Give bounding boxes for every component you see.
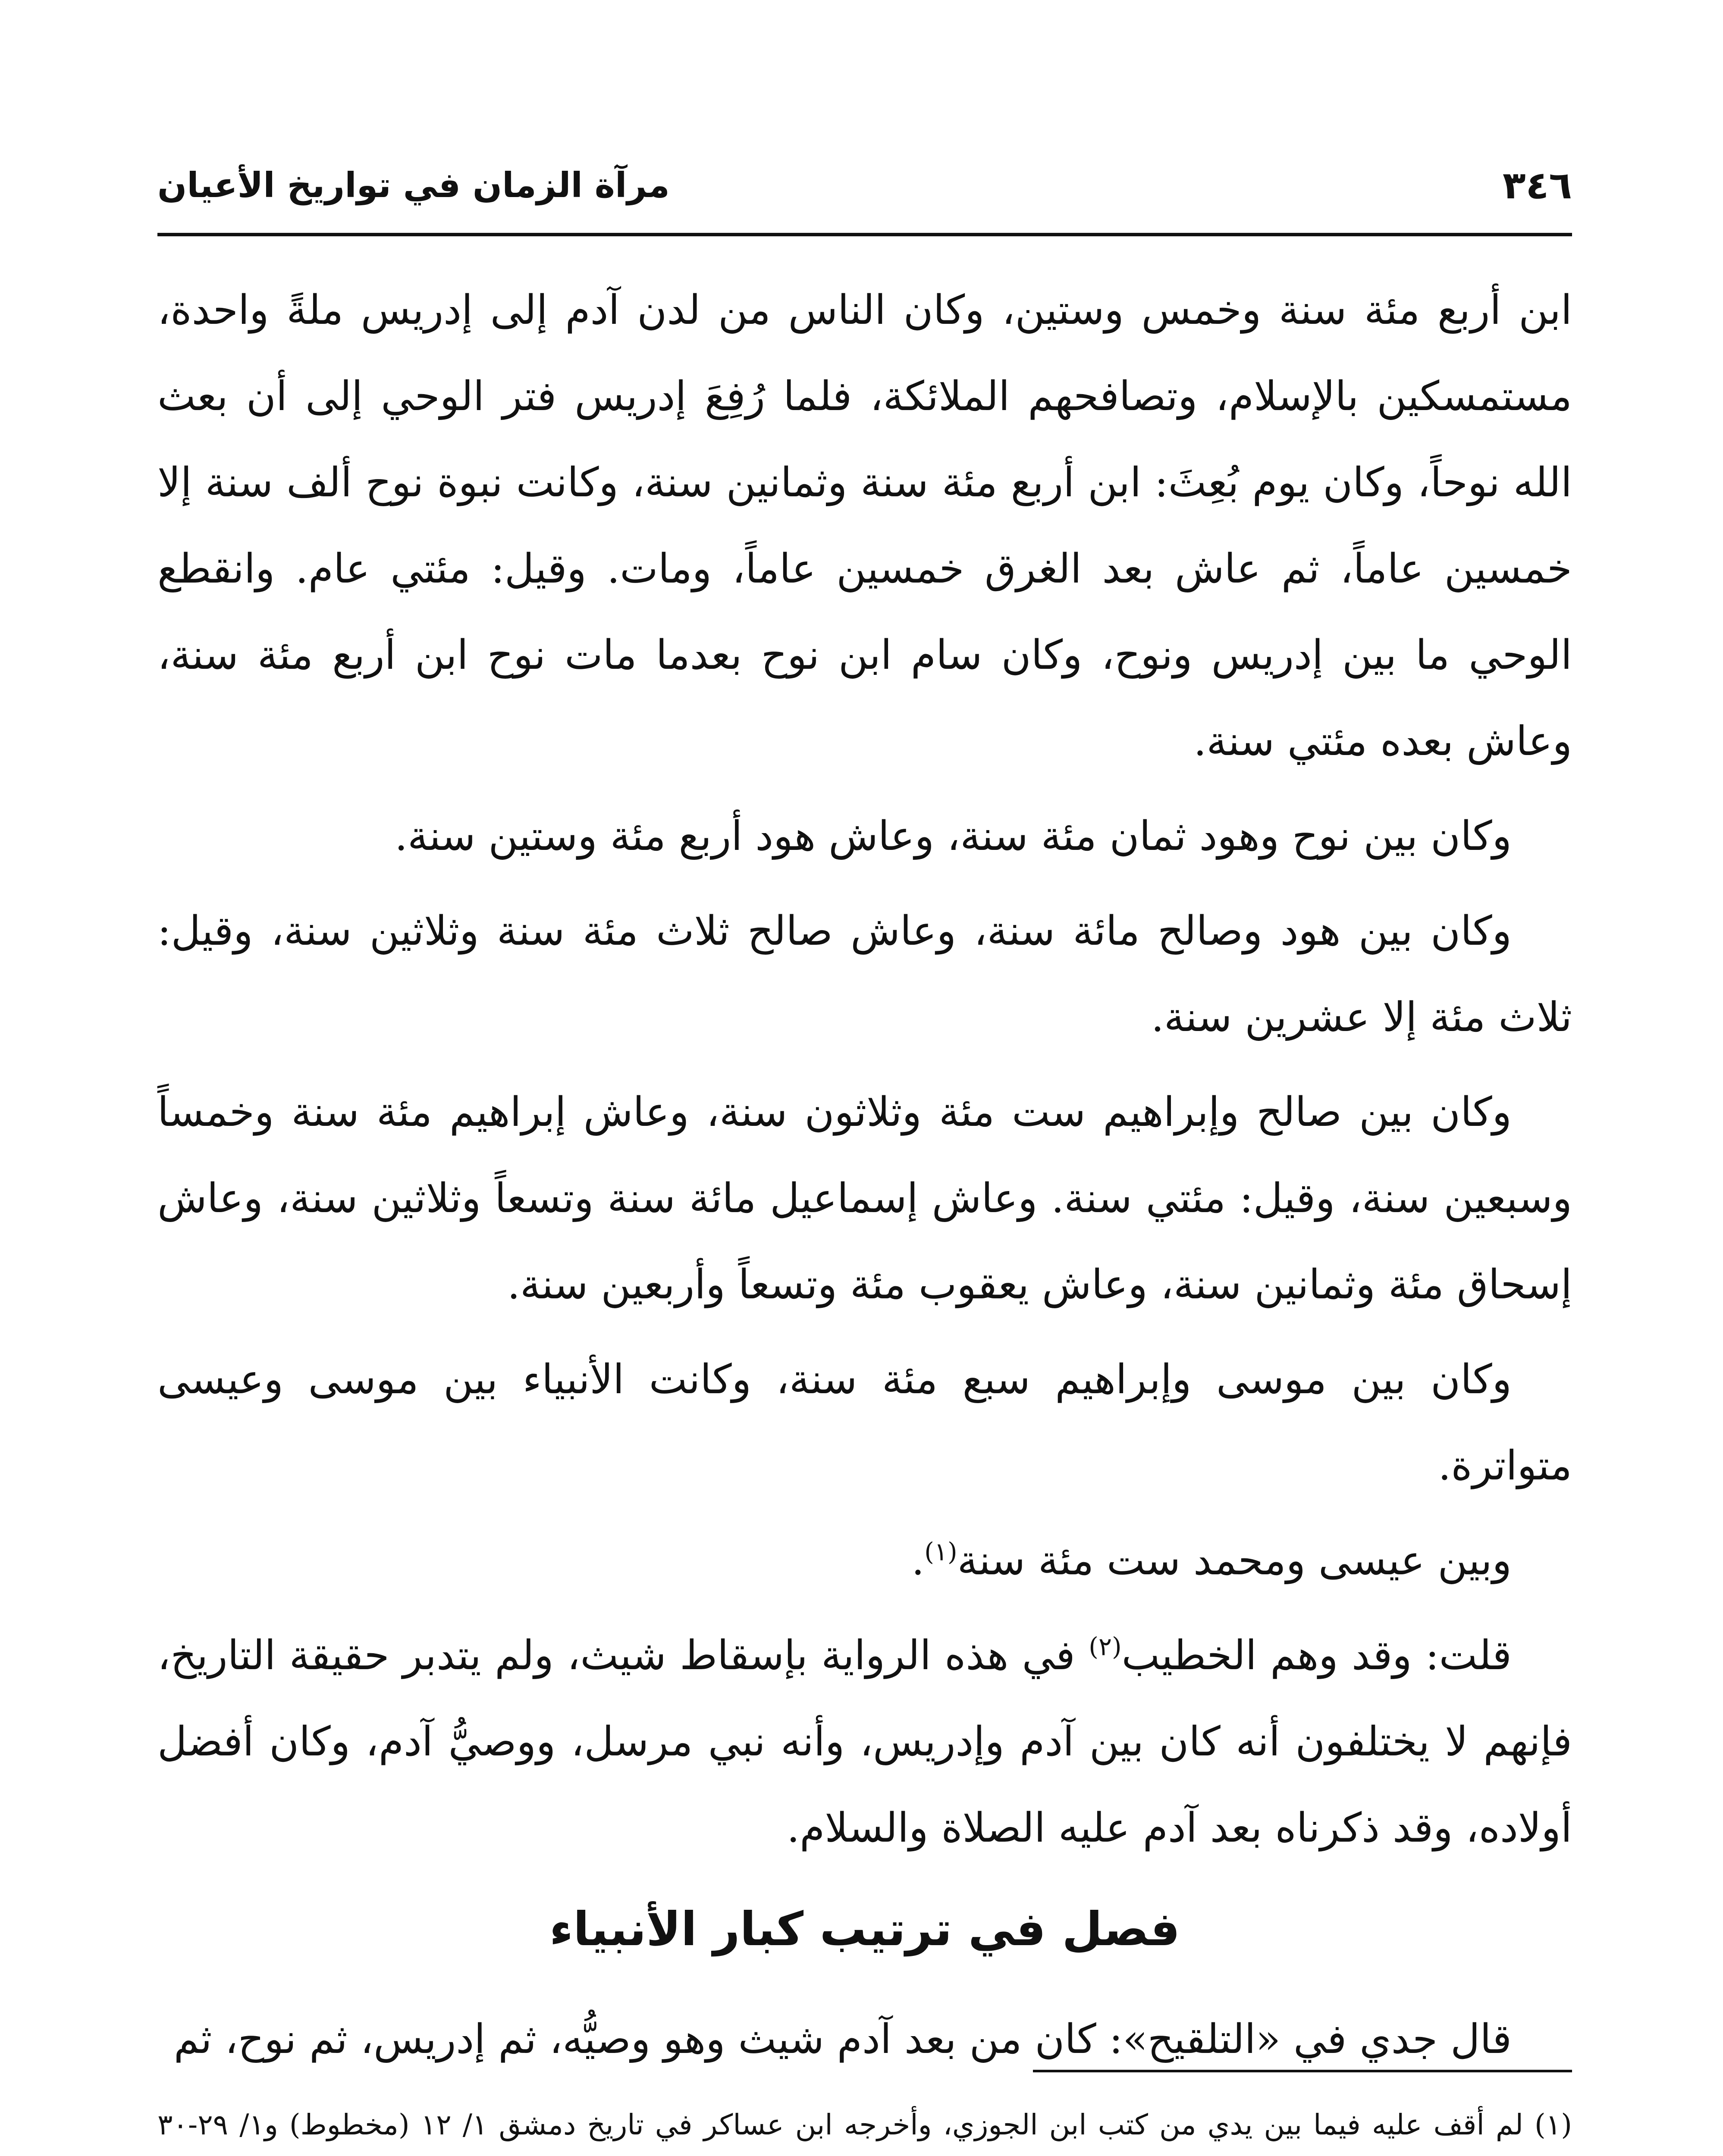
paragraph-text: وبين عيسى ومحمد ست مئة سنة [957, 1537, 1512, 1584]
paragraph: وكان بين هود وصالح مائة سنة، وعاش صالح ثلاث مئة سنة وثلاثين سنة، وقيل: ثلاث مئة إلا عشرين سنة. [157, 908, 1572, 1041]
paragraph: وكان بين نوح وهود ثمان مئة سنة، وعاش هود أربع مئة وستين سنة. [395, 813, 1512, 860]
paragraph: قال جدي في «التلقيح»: كان من بعد آدم شيث وهو وصيُّه، ثم إدريس، ثم نوح، ثم [173, 2016, 1512, 2063]
footnote-ref-1[interactable]: (١) [924, 1537, 957, 1567]
section-heading: فصل في ترتيب كبار الأنبياء [549, 1902, 1180, 1956]
paragraph-with-footnote [157, 1518, 1572, 1604]
paragraph: وكان بين موسى وإبراهيم سبع مئة سنة، وكانت الأنبياء بين موسى وعيسى متواترة. [157, 1356, 1572, 1489]
paragraph: ابن أربع مئة سنة وخمس وستين، وكان الناس من لدن آدم إلى إدريس ملةً واحدة، مستمسكين بالإسلام، وتصافحهم الملائكة، فلما رُفِعَ إدريس فتر الوحي إلى أن بعث الله نوحاً، وكان يوم بُعِثَ: ابن أربع مئة سنة وثمانين سنة، وكانت نبوة نوح ألف سنة إلا خمسين عاماً، ثم عاش بعد الغرق خمسين عاماً، ومات. وقيل: مئتي عام. وانقطع الوحي ما بين إدريس ونوح، وكان سام ابن نوح بعدما مات نوح ابن أربع مئة سنة، وعاش بعده مئتي سنة. [157, 287, 1572, 765]
paragraph: وكان بين صالح وإبراهيم ست مئة وثلاثون سنة، وعاش إبراهيم مئة سنة وخمساً وسبعين سنة، وقيل: مئتي سنة. وعاش إسماعيل مائة سنة وتسعاً وثلاثين سنة، وعاش إسحاق مئة وثمانين سنة، وعاش يعقوب مئة وتسعاً وأربعين سنة. [157, 1089, 1572, 1308]
page-number: ٣٤٦ [1502, 163, 1572, 207]
running-title: مرآة الزمان في تواريخ الأعيان [157, 165, 670, 205]
footnote-rule [1033, 2070, 1572, 2072]
footnotes [157, 2096, 1572, 2156]
footnote-1: (١) لم أقف عليه فيما بين يدي من كتب ابن الجوزي، وأخرجه ابن عساكر في تاريخ دمشق ١/ ١٢ (مخطوط) و١/ ٢٩-٣٠ [157, 2108, 1572, 2141]
page-header [157, 155, 1572, 220]
main-text [157, 267, 1572, 2091]
header-rule [157, 233, 1572, 236]
footnote-ref-2[interactable]: (٢) [1089, 1632, 1122, 1661]
paragraph-text: قلت: وقد وهم الخطيب [1121, 1632, 1512, 1679]
sentence-end: . [911, 1537, 925, 1584]
paragraph-text: في هذه الرواية بإسقاط شيث، ولم يتدبر حقيقة التاريخ، فإنهم لا يختلفون أنه كان بين آدم وإدريس، وأنه نبي مرسل، ووصيُّ آدم، وكان أفضل أولاده، وقد ذكرناه بعد آدم عليه الصلاة والسلام. [157, 1632, 1572, 1852]
paragraph-with-footnote [157, 1613, 1572, 1871]
